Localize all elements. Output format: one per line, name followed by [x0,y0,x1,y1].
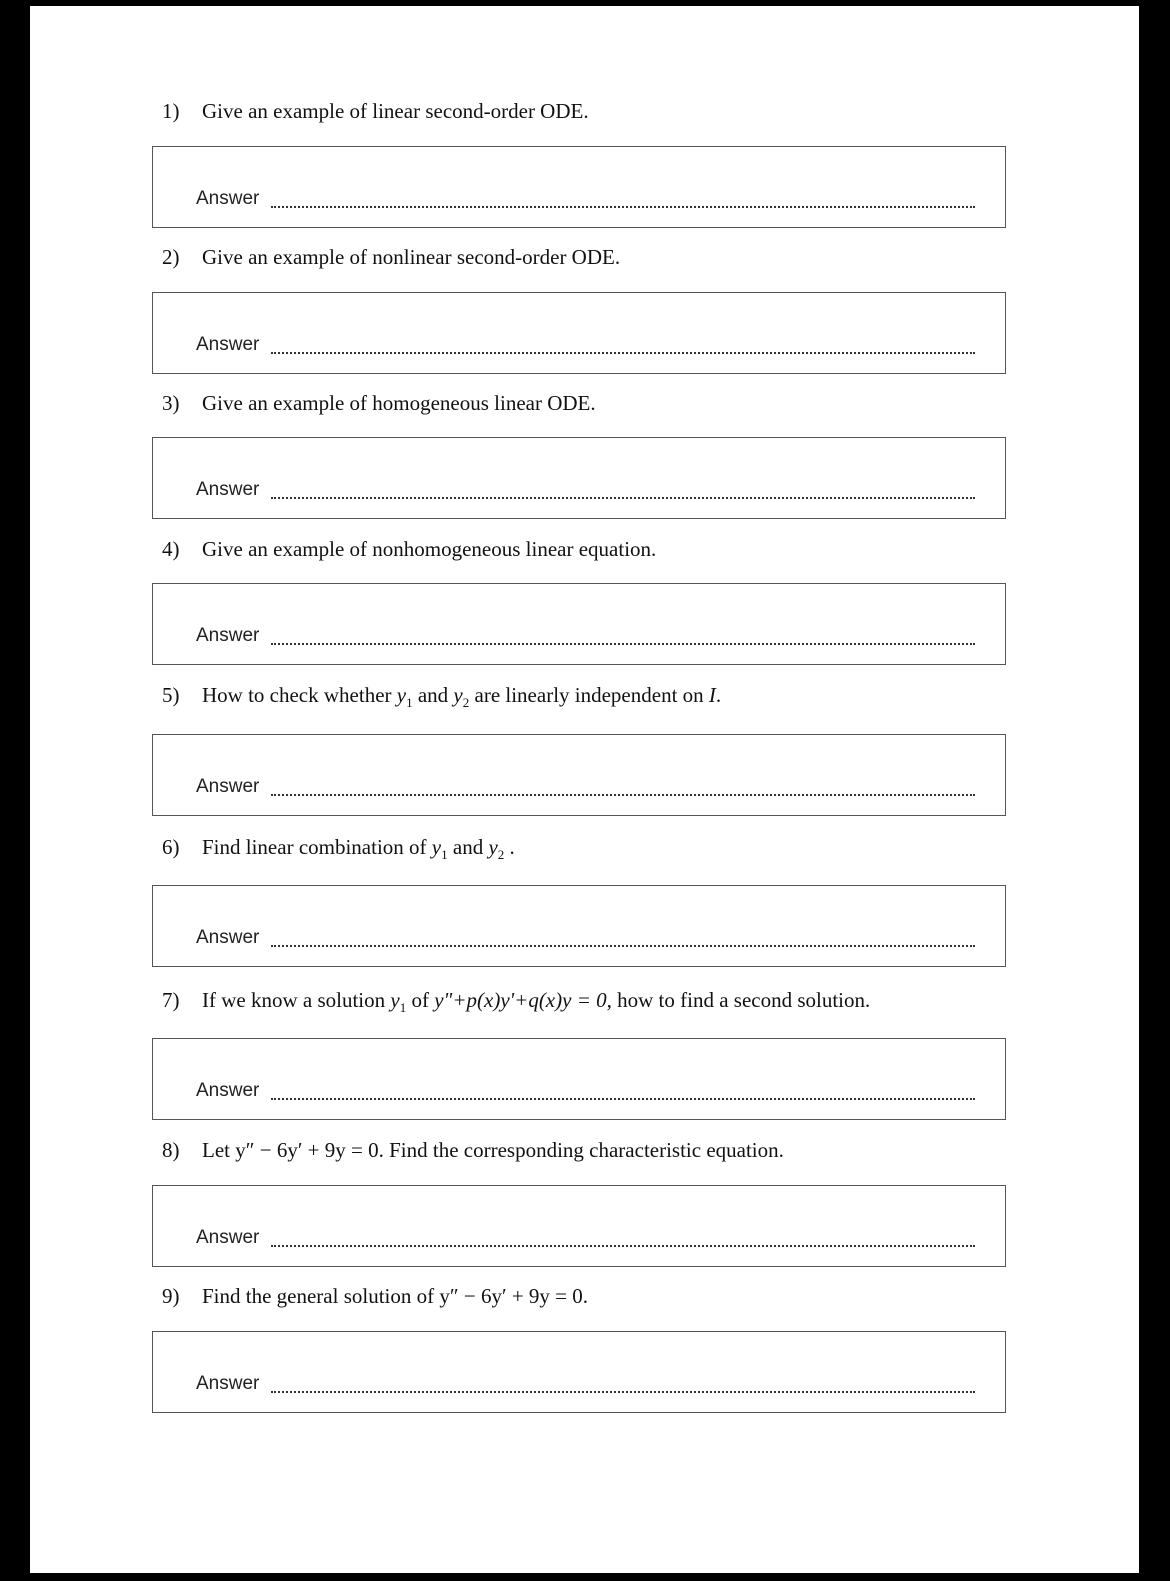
ode-equation: y"+p(x)y'+q(x)y = 0 [434,988,607,1012]
answer-label: Answer [196,1373,260,1394]
answer-line[interactable] [271,1098,975,1100]
answer-box-3[interactable] [152,437,1006,519]
question-8: 8) Let y″ − 6y′ + 9y = 0. Find the corresponding characteristic equation. [162,1138,784,1162]
answer-line[interactable] [271,352,975,354]
question-4: 4) Give an example of nonhomogeneous linear equation. [162,537,657,561]
question-6: 6) Find linear combination of $y_1$ and $y_2$ . [162,835,515,863]
var-y2: y [453,683,463,707]
var-y1: y [390,988,400,1012]
question-text: Give an example of homogeneous linear ODE. [202,391,596,415]
answer-label: Answer [196,776,260,797]
ode-equation: y″ − 6y′ + 9y = 0 [439,1284,583,1308]
answer-line[interactable] [271,794,975,796]
answer-line[interactable] [271,206,975,208]
question-9: 9) Find the general solution of y″ − 6y′ + 9y = 0. [162,1284,589,1308]
answer-box-2[interactable] [152,292,1006,374]
worksheet-page [30,6,1139,1573]
answer-box-9[interactable] [152,1331,1006,1413]
answer-box-1[interactable] [152,146,1006,228]
var-y1: y [431,835,442,859]
question-text: Give an example of nonlinear second-order ODE. [202,245,621,269]
var-interval: I [708,683,716,707]
question-2: 2) Give an example of nonlinear second-order ODE. [162,245,621,269]
answer-label: Answer [196,188,260,209]
question-text: Give an example of linear second-order ODE. [202,99,589,123]
question-3: 3) Give an example of homogeneous linear ODE. [162,391,596,415]
question-1: 1) Give an example of linear second-order ODE. [162,99,589,123]
answer-line[interactable] [271,643,975,645]
answer-line[interactable] [271,1245,975,1247]
question-7: 7) If we know a solution $y_1$ of y"+p(x)y'+q(x)y = 0, how to find a second solution. [162,988,871,1016]
answer-box-4[interactable] [152,583,1006,665]
question-text: Give an example of nonhomogeneous linear equation. [202,537,657,561]
answer-label: Answer [196,927,260,948]
var-y1: y [396,683,407,707]
answer-label: Answer [196,625,260,646]
answer-line[interactable] [271,1391,975,1393]
answer-line[interactable] [271,945,975,947]
answer-label: Answer [196,334,260,355]
answer-box-7[interactable] [152,1038,1006,1120]
answer-box-6[interactable] [152,885,1006,967]
answer-label: Answer [196,1227,260,1248]
ode-equation: y″ − 6y′ + 9y = 0 [235,1138,379,1162]
answer-box-5[interactable] [152,734,1006,816]
answer-label: Answer [196,1080,260,1101]
var-y2: y [488,835,498,859]
question-5: 5) How to check whether $y_1$ and $y_2$ are linearly independent on I. [162,683,722,711]
answer-box-8[interactable] [152,1185,1006,1267]
answer-line[interactable] [271,497,975,499]
answer-label: Answer [196,479,260,500]
